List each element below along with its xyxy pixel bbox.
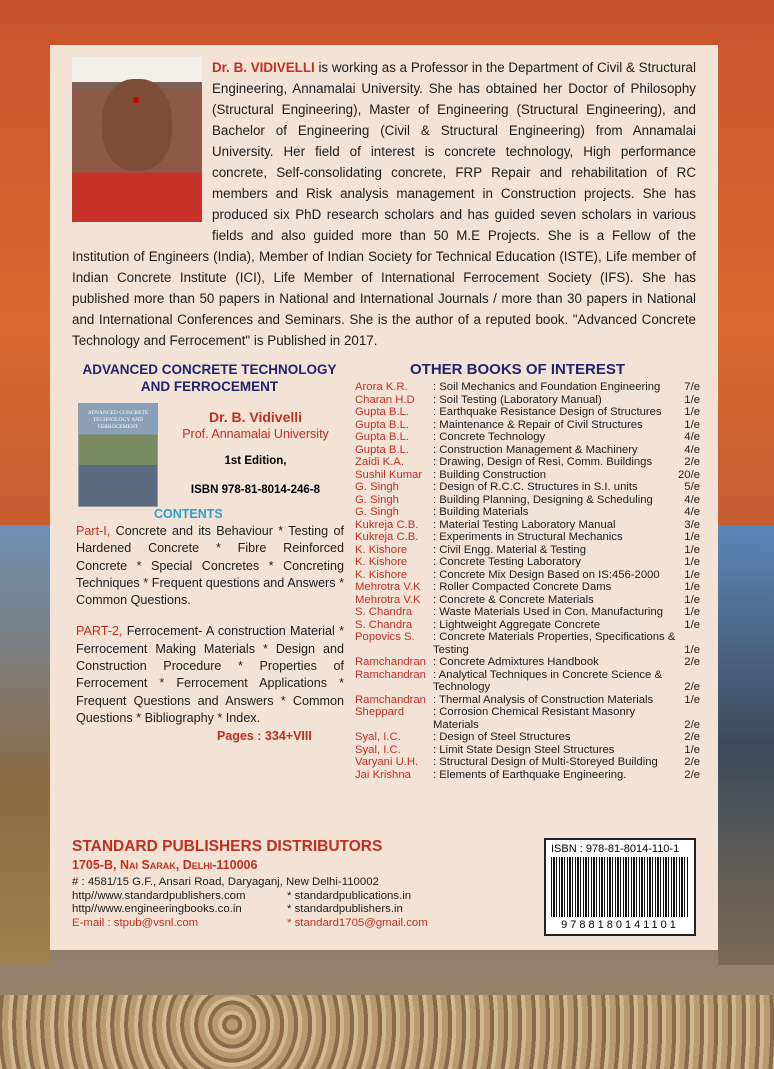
book-list-author: Varyani U.H. [355, 756, 419, 768]
book-list-edition: 2/e [684, 718, 700, 731]
book-list-title: : Lightweight Aggregate Concrete [433, 618, 601, 631]
book-list-item [355, 531, 700, 544]
book-list-edition: 1/e [684, 606, 700, 618]
contents-part-1: Part-I, Concrete and its Behaviour * Testing of Hardened Concrete * Fibre Reinforced Concrete * Special Concretes * Concreting Techniques * Frequent questions and Answers * Common Questions. [76, 524, 344, 608]
book-list-item [355, 469, 700, 482]
book-list-author: Gupta B.L. [355, 406, 410, 418]
book-list-title: : Earthquake Resistance Design of Structures [433, 406, 662, 418]
book-list-edition: 4/e [684, 506, 700, 518]
book-list-item [355, 706, 700, 731]
author-photo [72, 57, 202, 222]
book-list-title: : Drawing, Design of Resi, Comm. Buildings [433, 456, 653, 468]
book-list-edition: 5/e [684, 481, 700, 493]
author-bio-text: is working as a Professor in the Department of Civil & Structural Engineering, Annamalai University. She has obtained her Doctor of Philosophy (Structural Engineering), Master of Engineering (Structural Engineering), and Bachelor of Engineering (Civil & Structural Engineering) from Annamalai University. Her field of interest is concrete technology, High performance concrete, Self-consolidating concrete, FRP Repair and rehabilitation of RC members and Risk analysis management in Construction projects. She has produced six PhD research scholars and has guided seven scholars in various fields and also guided more than 50 M.E Projects. She is a Fellow of the Institution of Engineers (India), Member of Indian Society for Technical Education (ISTE), Life member of Indian Concrete Institute (ICI), Life Member of International Ferrocement Society (IFS). She has published more than 50 papers in National and International Journals / more than 30 papers in National and International Conferences and Seminars. She is the author of a reputed book. "Advanced Concrete Technology and Ferrocement" is Published in 2017. [72, 60, 696, 348]
book-list-title: : Concrete & Concrete Materials [433, 593, 594, 606]
other-books-heading: OTHER BOOKS OF INTEREST [409, 361, 625, 378]
book-list-edition: 1/e [684, 543, 700, 556]
book-list-item [355, 631, 700, 656]
website-link[interactable]: * standardpublishers.in [287, 903, 403, 915]
book-list-title: : Structural Design of Multi-Storeyed Building [433, 756, 658, 768]
book-list-author: Charan H.D [355, 393, 415, 406]
book-list-item [355, 731, 700, 744]
book-cover-thumbnail: ADVANCED CONCRETE TECHNOLOGY AND FERROCEMENT [78, 403, 158, 507]
book-list-author: Mehrotra V.K [355, 593, 421, 606]
book-list-edition: 1/e [684, 693, 700, 706]
book-list-item [355, 581, 700, 594]
book-list-item [355, 619, 700, 632]
back-cover-panel [50, 45, 718, 950]
book-list-title: : Maintenance & Repair of Civil Structures [433, 418, 643, 431]
book-list-title: : Concrete Technology [433, 431, 546, 443]
book-list-item [355, 506, 700, 519]
book-list-author: Syal, I.C. [355, 731, 401, 743]
barcode-bars [551, 857, 689, 917]
book-list-edition: 20/e [678, 468, 700, 481]
background-photo-left [0, 525, 50, 965]
publisher-branch: # : 4581/15 G.F., Ansari Road, Daryaganj, New Delhi-110002 [72, 876, 379, 888]
book-list-author: Ramchandran [355, 656, 426, 668]
book-isbn: ISBN 978-81-8014-246-8 [190, 484, 321, 496]
book-list-item [355, 494, 700, 507]
book-list-author: Sushil Kumar [355, 468, 423, 481]
book-list-author: G. Singh [355, 481, 399, 493]
book-list-title: : Concrete Admixtures Handbook [433, 656, 599, 668]
publisher-address: 1705-B, Nai Sarak, Delhi-110006 [72, 858, 258, 872]
book-list-author: Kukreja C.B. [355, 531, 419, 543]
featured-book [72, 361, 347, 781]
book-list-title: : Concrete Materials Properties, Specifications & Testing [433, 631, 676, 656]
barcode-isbn: ISBN : 978-81-8014-110-1 [551, 843, 680, 855]
book-list-item [355, 456, 700, 469]
book-list-item [355, 544, 700, 557]
book-list-item [355, 669, 700, 694]
background-photo-right [718, 525, 774, 965]
book-affiliation: Prof. Annamalai University [182, 427, 329, 441]
book-list-edition: 1/e [684, 643, 700, 656]
book-list-item [355, 556, 700, 569]
book-list-author: S. Chandra [355, 618, 413, 631]
book-list-author: Mehrotra V.K [355, 581, 421, 593]
book-list-title: : Roller Compacted Concrete Dams [433, 581, 612, 593]
book-list-author: Gupta B.L. [355, 443, 410, 456]
book-list-author: Kukreja C.B. [355, 518, 419, 531]
book-list-edition: 4/e [684, 443, 700, 456]
book-list-edition: 2/e [684, 768, 700, 781]
book-list-edition: 1/e [684, 593, 700, 606]
book-list-title: : Experiments in Structural Mechanics [433, 531, 623, 543]
contents-part-2: PART-2, Ferrocement- A construction Material * Ferrocement Making Materials * Design and Construction Procedure * Properties of Ferrocement * Ferrocement Applications * Frequent Questions and Answers * Common Questions * Bibliography * Index. [76, 624, 344, 725]
book-list-item [355, 694, 700, 707]
publisher-name: STANDARD PUBLISHERS DISTRIBUTORS [72, 838, 383, 855]
book-list-title: : Thermal Analysis of Construction Materials [433, 693, 654, 706]
book-list-author: Gupta B.L. [355, 418, 410, 431]
book-list-edition: 1/e [684, 743, 700, 756]
author-bio [72, 57, 696, 351]
book-list-title: : Building Construction [433, 468, 547, 481]
book-list-author: Arora K.R. [355, 381, 408, 393]
book-title: ADVANCED CONCRETE TECHNOLOGY AND FERROCEMENT [82, 362, 337, 394]
book-list-edition: 2/e [684, 456, 700, 468]
footer-section [72, 824, 696, 936]
book-list-author: Jai Krishna [355, 768, 411, 781]
book-list-author: K. Kishore [355, 556, 408, 568]
other-books [355, 361, 700, 781]
book-list-item [355, 394, 700, 407]
book-list-edition: 1/e [684, 556, 700, 568]
book-list-item [355, 419, 700, 432]
book-list-title: : Concrete Testing Laboratory [433, 556, 581, 568]
book-list-edition: 2/e [684, 756, 700, 768]
book-list-edition: 2/e [684, 656, 700, 668]
other-books-list [355, 381, 700, 781]
author-name: Dr. B. VIDIVELLI [212, 60, 315, 75]
book-list-title: : Design of Steel Structures [433, 731, 571, 743]
book-list-edition: 1/e [684, 531, 700, 543]
book-list-edition: 1/e [684, 581, 700, 593]
book-list-item [355, 381, 700, 394]
book-list-author: Gupta B.L. [355, 431, 410, 443]
book-list-author: Ramchandran [355, 668, 426, 681]
book-list-edition: 3/e [684, 518, 700, 531]
email-link[interactable]: E-mail : stpub@vsnl.com [72, 916, 199, 929]
book-list-edition: 4/e [684, 493, 700, 506]
book-list-item [355, 606, 700, 619]
book-list-edition: 2/e [684, 681, 700, 693]
book-list-author: K. Kishore [355, 568, 408, 581]
book-list-edition: 7/e [684, 381, 700, 393]
book-list-item [355, 519, 700, 532]
book-list-title: : Waste Materials Used in Con. Manufacturing [433, 606, 664, 618]
email-link[interactable]: * standard1705@gmail.com [287, 916, 428, 929]
book-list-item [355, 569, 700, 582]
publisher-info [72, 838, 522, 930]
book-list-author: K. Kishore [355, 543, 408, 556]
book-list-author: Syal, I.C. [355, 743, 401, 756]
book-list-title: : Limit State Design Steel Structures [433, 743, 615, 756]
website-link[interactable]: http//www.engineeringbooks.co.in [72, 903, 242, 915]
book-list-edition: 1/e [684, 406, 700, 418]
barcode-number: 9788180141101 [561, 919, 679, 931]
contents-heading: CONTENTS [154, 507, 223, 521]
middle-section [72, 361, 700, 781]
book-list-title: : Soil Mechanics and Foundation Engineering [433, 381, 661, 393]
book-list-title: : Corrosion Chemical Resistant Masonry Materials [433, 706, 636, 731]
book-list-edition: 1/e [684, 393, 700, 406]
book-list-title: : Design of R.C.C. Structures in S.I. units [433, 481, 638, 493]
website-link[interactable]: http//www.standardpublishers.com [72, 889, 246, 902]
book-list-title: : Soil Testing (Laboratory Manual) [433, 393, 602, 406]
book-edition: 1st Edition, [224, 455, 287, 467]
book-list-item [355, 431, 700, 444]
book-author: Dr. B. Vidivelli [208, 409, 303, 425]
book-list-item [355, 656, 700, 669]
book-list-author: Ramchandran [355, 693, 426, 706]
book-list-title: : Elements of Earthquake Engineering. [433, 768, 627, 781]
book-list-author: Sheppard [355, 706, 404, 718]
book-list-item [355, 594, 700, 607]
book-list-edition: 4/e [684, 431, 700, 443]
book-list-title: : Civil Engg. Material & Testing [433, 543, 586, 556]
book-list-edition: 1/e [684, 418, 700, 431]
book-list-item [355, 406, 700, 419]
book-list-edition: 1/e [684, 618, 700, 631]
book-list-author: G. Singh [355, 506, 399, 518]
book-list-title: : Concrete Mix Design Based on IS:456-2000 [433, 568, 660, 581]
book-list-title: : Analytical Techniques in Concrete Science & Technology [433, 668, 662, 693]
book-list-author: G. Singh [355, 493, 399, 506]
book-list-author: Zaidi K.A. [355, 456, 404, 468]
book-list-item [355, 756, 700, 769]
website-link[interactable]: * standardpublications.in [287, 889, 412, 902]
book-list-edition: 2/e [684, 731, 700, 743]
book-list-title: : Construction Management & Machinery [433, 443, 638, 456]
book-list-author: S. Chandra [355, 606, 413, 618]
background-gravel [0, 995, 774, 1069]
book-list-author: Popovics S. [355, 631, 415, 643]
book-list-title: : Building Planning, Designing & Scheduling [433, 493, 653, 506]
book-list-edition: 1/e [684, 568, 700, 581]
page-count: Pages : 334+VIII [217, 729, 312, 744]
book-list-title: : Building Materials [433, 506, 529, 518]
book-list-item [355, 481, 700, 494]
barcode [544, 838, 696, 936]
book-list-title: : Material Testing Laboratory Manual [433, 518, 616, 531]
book-list-item [355, 769, 700, 782]
book-list-item [355, 444, 700, 457]
book-list-item [355, 744, 700, 757]
